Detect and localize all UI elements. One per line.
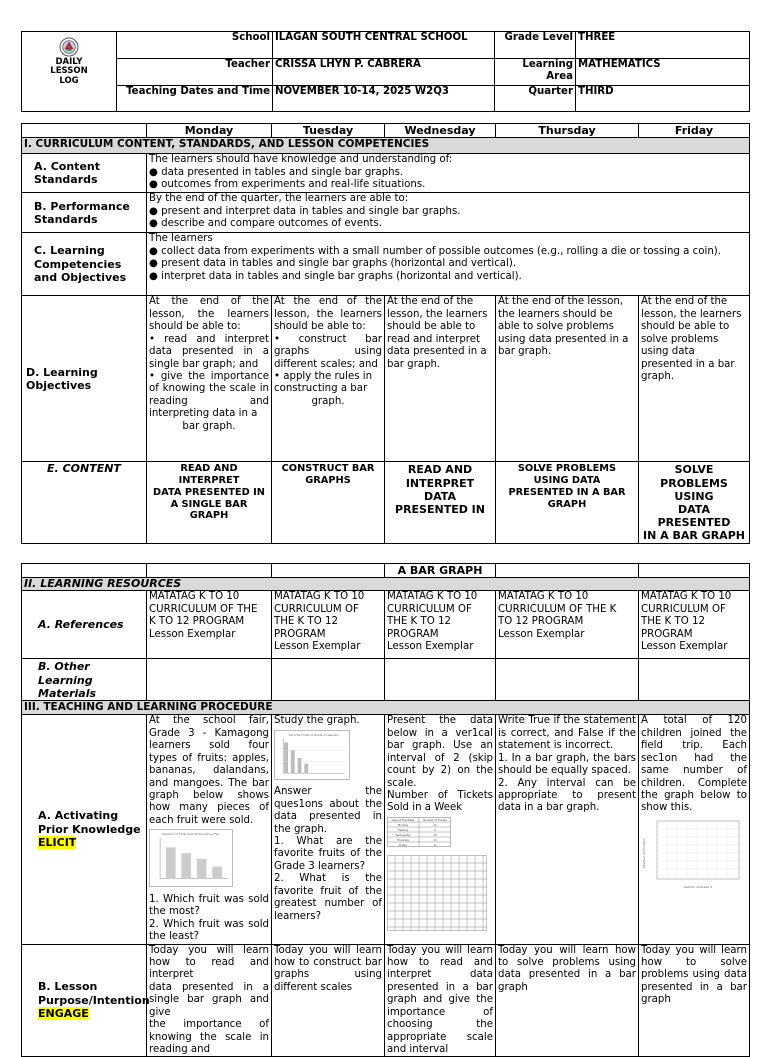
content-tuesday [272,462,385,543]
other-mon [147,659,272,701]
performance-standards-label: B. Performance Standards [22,193,147,233]
objectives-tuesday [272,296,385,462]
objectives-mon-3: • give the importance of knowing the scale in reading and interpreting data in a [149,371,269,420]
grade-value: THREE [576,32,750,59]
logo-caption [24,57,114,86]
content-mon-3: DATA PRESENTED IN [153,486,265,498]
act-mon-q2: 2. Which fruit was sold the least? [149,918,269,943]
ref-tue-5: Lesson Exemplar [274,640,361,652]
lesson-purpose-label: B. Lesson Purpose/Intention [38,980,150,1007]
performance-line-2: ● present and interpret data in tables and single bar graphs. [149,205,461,217]
act-mon-text: At the school fair, Grade 3 - Kamagong learners sold four types of fruits: apples, bananas, dalandans, and mangoes. The bar graph below shows how many pieces of each fruit were sold. [149,715,269,826]
corner-cell [22,124,147,138]
competencies-line-1: The learners [149,233,213,245]
content-tue-2: GRAPHS [305,475,351,487]
objectives-mon-4: bar graph. [182,420,236,432]
ref-fri-1: MATATAG K TO 10 [641,591,732,603]
content-thu-1: SOLVE PROBLEMS [517,463,617,475]
objectives-mon-1: At the end of the lesson, the learners should be able to: [149,296,269,333]
lesson-log-table [21,123,750,544]
section-3-title: III. TEACHING AND LEARNING PROCEDURE [22,701,750,715]
act-tue-q1: 1. What are the favorite fruits of the Grade 3 learners? [274,836,382,872]
tickets-table [387,817,451,847]
references-tuesday [272,591,385,659]
references-monday [147,591,272,659]
content-fri-3: DATA PRESENTED [657,502,731,530]
ref-wed-4: PROGRAM [387,628,439,640]
act-tue-answer: Answer the ques1ons about the data presented in the graph. [274,786,382,835]
objectives-thursday: At the end of the lesson, the learners should be able to solve problems using data presented in a bar graph. [496,296,639,462]
content-standards-text [147,154,750,193]
lesson-mon-3: the importance of knowing the scale in reading and [149,1019,269,1056]
cont-empty-5 [496,564,639,578]
content-monday [147,462,272,543]
ref-fri-4: PROGRAM [641,628,693,640]
objectives-tue-3: • apply the rules in [274,371,373,383]
lesson-mon-2: data presented in a single bar graph and give [149,981,269,1018]
ref-tue-1: MATATAG K TO 10 [274,591,365,603]
cont-empty-1 [22,564,147,578]
content-mon-2: INTERPRET [178,475,240,487]
teaching-dates-label: Teaching Dates and Time [117,86,273,112]
ref-mon-4: Lesson Exemplar [149,628,236,640]
activating-monday [147,715,272,944]
objectives-tue-2: • construct bar graphs using different scales; and [274,333,382,370]
deped-seal-icon [59,36,79,58]
tickets-row-1-day: Monday [397,823,409,827]
ref-tue-4: PROGRAM [274,628,326,640]
day-tuesday: Tuesday [272,124,385,138]
activating-wednesday [385,715,496,944]
teacher-label: Teacher [117,59,273,86]
header-table [21,31,750,112]
act-tue-q2: 2. What is the favorite fruit of the greatest number of learners? [274,873,382,922]
lesson-purpose-label-cell [22,944,150,1057]
section-2-title: II. LEARNING RESOURCES [22,578,750,591]
lesson-purpose-monday [147,944,272,1057]
content-standards-label: A. Content Standards [22,154,147,193]
act-thu-s2: 2. Any interval can be appropriate to present data in a bar graph. [498,777,636,814]
logo-line-3: LOG [59,75,79,86]
other-tue [272,659,385,701]
content-thursday [496,462,639,543]
elicit-tag: ELICIT [38,836,77,850]
ref-tue-3: THE K TO 12 [274,616,338,628]
blank-grid-paper [387,855,487,931]
tickets-row-2-day: Tuesday [397,828,409,832]
lesson-purpose-wednesday: Today you will learn how to read and interpret data presented in a bar graph and give the importance of choosing the appropriate scale and interval [385,944,496,1057]
content-wednesday [385,462,496,543]
content-standards-line-2: ● data presented in tables and single bar graphs. [149,166,404,178]
tickets-row-4-count: 14 [433,838,437,842]
ref-fri-5: Lesson Exemplar [641,640,728,652]
ref-mon-1: MATATAG K TO 10 [149,591,240,603]
competencies-line-4: ● interpret data in tables and single bar graphs (horizontal and vertical). [149,270,522,282]
activating-label: A. Activating Prior Knowledge [38,809,141,836]
activating-label-cell [22,715,147,944]
references-wednesday [385,591,496,659]
objectives-monday [147,296,272,462]
activating-friday [639,715,750,944]
teaching-dates-value: NOVEMBER 10-14, 2025 W2Q3 [273,86,495,112]
objectives-tue-5: graph. [311,395,345,407]
quarter-value: THIRD [576,86,750,112]
content-standards-line-1: The learners should have knowledge and understanding of: [149,154,453,166]
tickets-row-3-count: 10 [433,833,437,837]
content-standards-line-3: ● outcomes from experiments and real-life situations. [149,179,426,191]
content-thu-3: PRESENTED IN A BAR [508,486,626,498]
content-tue-1: CONSTRUCT BAR [281,463,375,475]
objectives-mon-2: • read and interpret data presented in a single bar graph; and [149,333,269,370]
content-label: E. CONTENT [22,462,147,543]
references-friday [639,591,750,659]
content-wed-1: READ AND [407,463,473,477]
content-fri-1: SOLVE [674,463,714,477]
day-monday: Monday [147,124,272,138]
performance-line-3: ● describe and compare outcomes of events. [149,218,382,230]
objectives-tue-4: constructing a bar [274,383,368,395]
other-fri [639,659,750,701]
act-wed-caption: Number of Tickets Sold in a Week [387,790,493,814]
school-label: School [117,32,273,59]
references-thursday [496,591,639,659]
content-fri-4: IN A BAR GRAPH [643,529,745,543]
other-wed [385,659,496,701]
activating-tuesday [272,715,385,944]
act-thu-text: Write True if the statement is correct, and False if the statement is incorrect. [498,715,636,752]
ref-wed-1: MATATAG K TO 10 [387,591,478,603]
performance-line-1: By the end of the quarter, the learners are able to: [149,193,409,205]
day-thursday: Thursday [496,124,639,138]
competencies-text [147,233,750,296]
school-value: ILAGAN SOUTH CENTRAL SCHOOL [273,32,495,59]
ref-thu-1: MATATAG K TO 10 [498,591,589,603]
objectives-friday: At the end of the lesson, the learners should be able to solve problems using data presented in a bar graph. [639,296,750,462]
content-friday [639,462,750,543]
tickets-row-4-day: Thursday [396,838,410,842]
learning-area-value: MATHEMATICS [576,59,750,86]
lesson-purpose-thursday: Today you will learn how to solve problems using data presented in a bar graph [496,944,639,1057]
logo-cell [22,32,117,112]
act-thu-s1: 1. In a bar graph, the bars should be equally spaced. [498,752,636,777]
section-1-title: I. CURRICULUM CONTENT, STANDARDS, AND LESSON COMPETENCIES [22,138,750,154]
grade-label: Grade Level [495,32,576,59]
lesson-log-table-continued [21,563,750,1057]
ref-thu-4: Lesson Exemplar [498,628,585,640]
content-wed-2: INTERPRET [405,476,475,490]
favorite-fruit-graph [274,730,350,780]
engage-tag: ENGAGE [38,1007,89,1021]
logo-line-2: LESSON [50,66,88,77]
tickets-row-2-count: 8 [434,828,436,832]
activating-thursday [496,715,639,944]
tickets-head-days: Days of the Week [391,818,415,822]
objectives-wednesday: At the end of the lesson, the learners should be able to read and interpret data presented in a bar graph. [385,296,496,462]
references-label: A. References [22,591,147,659]
content-mon-1: READ AND [180,463,238,475]
content-wednesday-continued: A BAR GRAPH [385,564,496,578]
ref-mon-3: K TO 12 PROGRAM [149,616,245,628]
performance-standards-text [147,193,750,233]
content-wed-3: DATA [424,489,456,503]
other-materials-label: B. Other Learning Materials [22,659,147,701]
ref-tue-2: CURRICULUM OF [274,603,359,615]
field-trip-graph-xlabel: Section of Grade 3 [684,884,712,889]
act-fri-text: A total of 120 children joined the field trip. Each sec1on had the same number of children. Complete the graph below to show this. [641,715,747,814]
logo-line-1: DAILY [55,57,83,67]
competencies-line-2: ● collect data from experiments with a small number of possible outcomes (e.g., rolling a die or tossing a coin). [149,245,721,257]
lesson-purpose-tuesday: Today you will learn how to construct bar graphs using different scales [272,944,385,1057]
tickets-head-number: Number of Tickets [423,818,447,822]
cont-empty-3 [272,564,385,578]
content-thu-2: USING DATA [533,475,601,487]
content-mon-4: A SINGLE BAR [170,498,248,510]
cont-empty-2 [147,564,272,578]
ref-mon-2: CURRICULUM OF THE [149,603,258,615]
ref-wed-5: Lesson Exemplar [387,640,474,652]
content-thu-4: GRAPH [547,498,587,510]
objectives-tue-1: At the end of the lesson, the learners should be able to: [274,296,382,333]
ref-fri-2: CURRICULUM OF [641,603,726,615]
ref-wed-3: THE K TO 12 [387,616,451,628]
ref-thu-3: TO 12 PROGRAM [498,616,584,628]
learning-area-label: Learning Area [495,59,576,86]
act-tue-text: Study the graph. [274,715,360,727]
tickets-row-3-day: Wednesday [395,833,411,837]
objectives-label: D. Learning Objectives [22,296,147,462]
field-trip-graph-ylabel: Number of Children [642,838,646,868]
tickets-row-5-day: Friday [399,843,407,847]
ref-fri-3: THE K TO 12 [641,616,705,628]
tickets-row-1-count: 12 [433,823,437,827]
competencies-line-3: ● present data in tables and single bar graphs (horizontal and vertical). [149,258,517,270]
act-wed-text: Present the data below in a ver1cal bar graph. Use an interval of 2 (skip count by 2) on the scale. [387,715,493,789]
day-wednesday: Wednesday [385,124,496,138]
teacher-value: CRISSA LHYN P. CABRERA [273,59,495,86]
lesson-purpose-friday: Today you will learn how to solve problems using data presented in a bar graph [639,944,750,1057]
fruit-bar-graph [149,829,233,887]
fruit-bar-graph-caption: Number of Fruits Sold at the School Fair [162,832,220,837]
field-trip-graph [641,817,741,891]
competencies-label: C. Learning Competencies and Objectives [22,233,147,296]
quarter-label: Quarter [495,86,576,112]
content-wed-4: PRESENTED IN [395,502,485,516]
lesson-mon-1: Today you will learn how to read and interpret [149,944,269,981]
ref-thu-2: CURRICULUM OF THE K [498,603,617,615]
favorite-fruit-graph-caption: Favorite Fruits of Grade 3 Learners [289,732,339,737]
cont-empty-6 [639,564,750,578]
content-fri-2: PROBLEMS USING [660,476,728,503]
content-mon-5: GRAPH [189,510,229,522]
other-thu [496,659,639,701]
day-friday: Friday [639,124,750,138]
tickets-row-5-count: 6 [434,843,436,847]
act-mon-q1: 1. Which fruit was sold the most? [149,893,269,918]
ref-wed-2: CURRICULUM OF [387,603,472,615]
